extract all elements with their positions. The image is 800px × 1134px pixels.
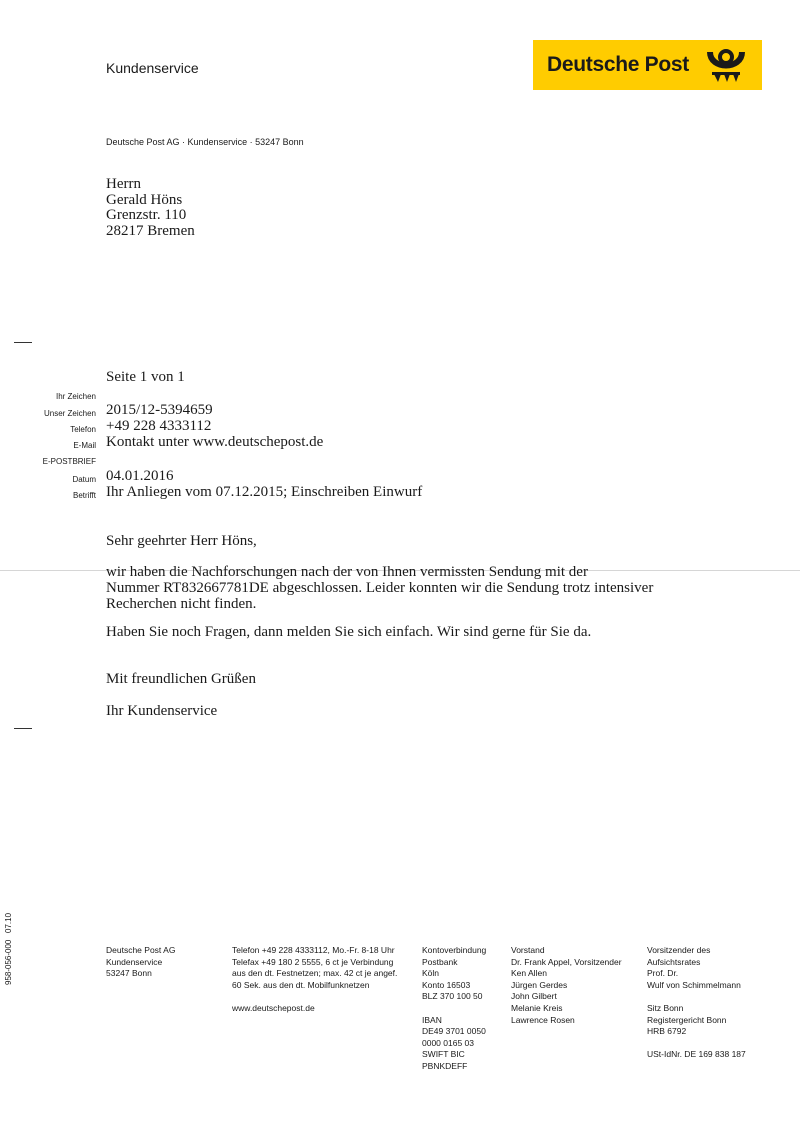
footer-bank-line: BLZ 370 100 50 [422,991,483,1002]
footer-bank-line: SWIFT BIC [422,1049,465,1060]
logo-text: Deutsche Post [547,53,689,76]
footer-supervisory-line: Sitz Bonn [647,1002,684,1013]
footer-board [511,945,622,1026]
footer-company [106,945,175,980]
footer-contact-line: 60 Sek. aus den dt. Mobilfunknetzen [232,979,370,990]
footer-board-line: Lawrence Rosen [511,1014,575,1025]
recipient-city: 28217 Bremen [106,222,195,239]
footer-board-line: Dr. Frank Appel, Vorsitzender [511,956,622,967]
signature: Ihr Kundenservice [106,703,218,719]
footer-bank-line: DE49 3701 0050 [422,1026,486,1037]
footer-board-line: Jürgen Gerdes [511,979,568,990]
paragraph-1 [106,564,686,612]
side-form-code: 958-056-000 07.10 [4,912,13,985]
fold-mark-bottom [14,728,32,729]
footer-company-line: Kundenservice [106,956,163,967]
footer-spacer [422,1003,486,1015]
recipient-name: Gerald Höns [106,191,183,208]
betrifft-label: Betrifft [73,491,96,500]
footer-bank-line: PBNKDEFF [422,1060,468,1071]
footer-contact-line: Telefon +49 228 4333112, Mo.-Fr. 8-18 Uhr [232,945,395,955]
paragraph-2: Haben Sie noch Fragen, dann melden Sie sich einfach. Wir sind gerne für Sie da. [106,624,592,640]
footer-supervisory-line: Vorsitzender des [647,945,711,955]
closing: Mit freundlichen Grüßen [106,671,256,687]
header-department: Kundenservice [106,60,199,76]
footer-spacer [647,991,746,1003]
datum-label: Datum [72,475,96,484]
footer-supervisory-line: Aufsichtsrates [647,956,701,967]
footer-contact-line: aus den dt. Festnetzen; max. 42 ct je angef. [232,968,398,979]
footer-supervisory-line: Wulf von Schimmelmann [647,979,741,990]
footer-supervisory-line: HRB 6792 [647,1026,687,1037]
footer-bank-line: Kontoverbindung [422,945,487,955]
sender-return-address: Deutsche Post AG · Kundenservice · 53247 Bonn [106,137,304,147]
footer-bank-line: Postbank [422,956,458,967]
email-label: E-Mail [73,441,96,450]
page-indicator: Seite 1 von 1 [106,369,185,385]
footer-bank-line: Köln [422,968,440,979]
footer-board-line: Melanie Kreis [511,1002,563,1013]
footer-supervisory-line: Registergericht Bonn [647,1014,727,1025]
salutation: Sehr geehrter Herr Höns, [106,533,257,549]
footer-spacer [647,1038,746,1050]
deutsche-post-logo [533,40,762,90]
post-horn-icon [704,44,748,86]
recipient-address [106,177,195,239]
footer-bank-line: IBAN [422,1014,442,1025]
unser-zeichen-value: 2015/12-5394659 [106,402,213,418]
footer-website: www.deutschepost.de [232,1002,315,1013]
paragraph-1-line-3: Recherchen nicht finden. [106,596,257,612]
footer-spacer [232,991,397,1003]
footer-bank [422,945,486,1073]
footer-supervisory-line: USt-IdNr. DE 169 838 187 [647,1049,746,1060]
recipient-salutation: Herrn [106,176,141,192]
footer-bank-line: Konto 16503 [422,979,471,990]
footer-board-line: Vorstand [511,945,545,955]
betrifft-value: Ihr Anliegen vom 07.12.2015; Einschreiben Einwurf [106,484,423,500]
footer-bank-line: 0000 0165 03 [422,1037,474,1048]
fold-mark-top [14,342,32,343]
telefon-label: Telefon [70,425,96,434]
recipient-street: Grenzstr. 110 [106,207,187,223]
paragraph-1-line-2: Nummer RT832667781DE abgeschlossen. Leider konnten wir die Sendung trotz intensiver [106,580,654,596]
footer-board-line: John Gilbert [511,991,557,1002]
datum-value: 04.01.2016 [106,468,174,484]
footer-contact [232,945,397,1015]
telefon-value: +49 228 4333112 [106,418,212,434]
email-value: Kontakt unter www.deutschepost.de [106,434,324,450]
footer-supervisory [647,945,746,1061]
footer-company-line: Deutsche Post AG [106,945,176,955]
epostbrief-label: E-POSTBRIEF [42,457,96,466]
footer-supervisory-line: Prof. Dr. [647,968,679,979]
unser-zeichen-label: Unser Zeichen [43,409,96,418]
paragraph-1-line-1: wir haben die Nachforschungen nach der von Ihnen vermissten Sendung mit der [106,564,588,580]
footer-contact-line: Telefax +49 180 2 5555, 6 ct je Verbindung [232,956,394,967]
footer-company-line: 53247 Bonn [106,968,152,979]
ihr-zeichen-label: Ihr Zeichen [55,392,96,401]
footer-board-line: Ken Allen [511,968,547,979]
